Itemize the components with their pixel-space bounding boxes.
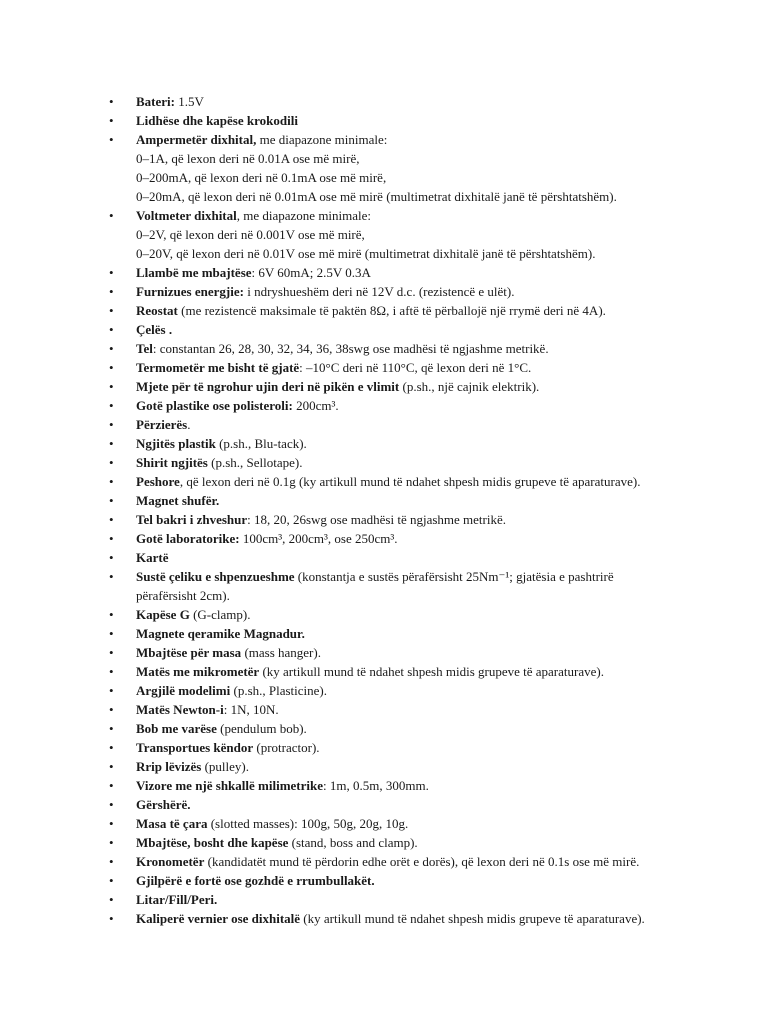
- item-term: Matës me mikrometër: [136, 664, 260, 679]
- list-item-line: [136, 909, 728, 928]
- list-item: [109, 472, 728, 491]
- item-term: Litar/Fill/Peri.: [136, 892, 218, 907]
- bullet-icon: •: [109, 265, 114, 280]
- item-detail: (ky artikull mund të ndahet shpesh midis grupeve të aparaturave).: [259, 664, 604, 679]
- list-item-line: [136, 282, 728, 301]
- item-detail: 1.5V: [174, 94, 204, 109]
- item-term: Kartë: [136, 550, 169, 565]
- bullet-icon: •: [109, 94, 114, 109]
- list-item-line: [136, 605, 728, 624]
- list-item: [109, 643, 728, 662]
- list-item: [109, 282, 728, 301]
- list-item-line: [136, 662, 728, 681]
- bullet-icon: •: [109, 113, 114, 128]
- bullet-icon: •: [109, 854, 114, 869]
- bullet-icon: •: [109, 911, 114, 926]
- item-term: Bob me varëse: [136, 721, 217, 736]
- list-item-line: [136, 415, 728, 434]
- list-item: [109, 415, 728, 434]
- list-item-line: [136, 852, 728, 871]
- bullet-icon: •: [109, 303, 114, 318]
- item-term: Sustë çeliku e shpenzueshme: [136, 569, 295, 584]
- item-detail: i ndryshueshëm deri në 12V d.c. (rezistencë e ulët).: [243, 284, 515, 299]
- list-item: [109, 434, 728, 453]
- item-detail: (kandidatët mund të përdorin edhe orët e dorës), që lexon deri në 0.1s ose më mirë.: [204, 854, 640, 869]
- list-item: [109, 700, 728, 719]
- item-term: Kaliperë vernier ose dixhitalë: [136, 911, 301, 926]
- item-detail: : constantan 26, 28, 30, 32, 34, 36, 38swg ose madhësi të ngjashme metrikë.: [152, 341, 549, 356]
- item-detail: : 18, 20, 26swg ose madhësi të ngjashme metrikë.: [247, 512, 506, 527]
- list-item: [109, 301, 728, 320]
- item-detail: (ky artikull mund të ndahet shpesh midis grupeve të aparaturave).: [300, 911, 645, 926]
- list-item-line: [136, 377, 728, 396]
- list-item: [109, 358, 728, 377]
- bullet-icon: •: [109, 835, 114, 850]
- list-item: [109, 871, 728, 890]
- bullet-icon: •: [109, 721, 114, 736]
- item-detail: : 6V 60mA; 2.5V 0.3A: [251, 265, 371, 280]
- bullet-icon: •: [109, 645, 114, 660]
- bullet-icon: •: [109, 759, 114, 774]
- item-term: Termometër me bisht të gjatë: [136, 360, 300, 375]
- list-item: [109, 529, 728, 548]
- item-detail: 0–20mA, që lexon deri në 0.01mA ose më mirë (multimetrat dixhitalë janë të përshtatshëm).: [136, 189, 617, 204]
- list-item-line: [136, 719, 728, 738]
- item-detail: : 1m, 0.5m, 300mm.: [323, 778, 429, 793]
- bullet-icon: •: [109, 455, 114, 470]
- bullet-icon: •: [109, 284, 114, 299]
- bullet-icon: •: [109, 322, 114, 337]
- item-detail: 200cm³.: [292, 398, 339, 413]
- bullet-icon: •: [109, 493, 114, 508]
- list-item: [109, 833, 728, 852]
- list-item: [109, 206, 728, 263]
- bullet-icon: •: [109, 398, 114, 413]
- list-item-line: [136, 548, 728, 567]
- item-term: Reostat: [136, 303, 178, 318]
- list-item-line: [136, 491, 728, 510]
- item-detail: (pendulum bob).: [216, 721, 307, 736]
- item-term: Gotë laboratorike:: [136, 531, 240, 546]
- list-item: [109, 795, 728, 814]
- list-item-line: [136, 757, 728, 776]
- item-detail: (G-clamp).: [189, 607, 251, 622]
- item-term: Furnizues energjie:: [136, 284, 244, 299]
- item-detail: (slotted masses): 100g, 50g, 20g, 10g.: [207, 816, 409, 831]
- list-item-line: [136, 738, 728, 757]
- bullet-icon: •: [109, 873, 114, 888]
- bullet-icon: •: [109, 360, 114, 375]
- item-term: Bateri:: [136, 94, 175, 109]
- bullet-icon: •: [109, 702, 114, 717]
- item-detail: (protractor).: [253, 740, 320, 755]
- bullet-icon: •: [109, 664, 114, 679]
- list-item: [109, 624, 728, 643]
- list-item-line: [136, 453, 728, 472]
- list-item-line: [136, 244, 728, 263]
- list-item-line: [136, 225, 728, 244]
- list-item: [109, 339, 728, 358]
- list-item: [109, 890, 728, 909]
- list-item-line: [136, 92, 728, 111]
- list-item: [109, 377, 728, 396]
- list-item-line: [136, 833, 728, 852]
- bullet-icon: •: [109, 341, 114, 356]
- list-item-line: [136, 567, 728, 586]
- item-detail: 100cm³, 200cm³, ose 250cm³.: [239, 531, 398, 546]
- item-term: Lidhëse dhe kapëse krokodili: [136, 113, 298, 128]
- list-item: [109, 396, 728, 415]
- list-item: [109, 92, 728, 111]
- bullet-icon: •: [109, 132, 114, 147]
- item-term: Peshore: [136, 474, 180, 489]
- list-item: [109, 909, 728, 928]
- list-item-line: [136, 472, 728, 491]
- list-item-line: [136, 130, 728, 149]
- list-item: [109, 510, 728, 529]
- item-term: Rrip lëvizës: [136, 759, 202, 774]
- list-item-line: [136, 301, 728, 320]
- list-item: [109, 719, 728, 738]
- item-detail: : –10°C deri në 110°C, që lexon deri në 1°C.: [299, 360, 532, 375]
- item-detail: (pulley).: [201, 759, 249, 774]
- item-detail: 0–20V, që lexon deri në 0.01V ose më mirë (multimetrat dixhitalë janë të përshtatshëm).: [136, 246, 596, 261]
- bullet-icon: •: [109, 379, 114, 394]
- list-item-line: [136, 320, 728, 339]
- item-term: Tel: [136, 341, 153, 356]
- list-item-line: [136, 168, 728, 187]
- bullet-icon: •: [109, 816, 114, 831]
- item-term: Tel bakri i zhveshur: [136, 512, 248, 527]
- list-item-line: [136, 700, 728, 719]
- item-detail: (stand, boss and clamp).: [288, 835, 418, 850]
- list-item: [109, 662, 728, 681]
- list-item-line: [136, 586, 728, 605]
- bullet-icon: •: [109, 569, 114, 584]
- list-item-line: [136, 263, 728, 282]
- list-item-line: [136, 890, 728, 909]
- list-item: [109, 567, 728, 605]
- item-term: Llambë me mbajtëse: [136, 265, 252, 280]
- list-item: [109, 814, 728, 833]
- bullet-icon: •: [109, 626, 114, 641]
- item-detail: (p.sh., Sellotape).: [207, 455, 303, 470]
- item-term: Mbajtëse për masa: [136, 645, 242, 660]
- item-term: Përzierës: [136, 417, 188, 432]
- list-item: [109, 548, 728, 567]
- item-term: Ngjitës plastik: [136, 436, 216, 451]
- bullet-icon: •: [109, 474, 114, 489]
- list-item-line: [136, 111, 728, 130]
- list-item-line: [136, 776, 728, 795]
- list-item-line: [136, 529, 728, 548]
- item-term: Vizore me një shkallë milimetrike: [136, 778, 324, 793]
- item-term: Magnete qeramike Magnadur.: [136, 626, 305, 641]
- list-item-line: [136, 358, 728, 377]
- list-item-line: [136, 434, 728, 453]
- list-item-line: [136, 396, 728, 415]
- list-item-line: [136, 624, 728, 643]
- list-item: [109, 130, 728, 206]
- item-detail: (me rezistencë maksimale të paktën 8Ω, i aftë të përballojë një rrymë deri në 4A).: [177, 303, 606, 318]
- list-item-line: [136, 206, 728, 225]
- item-detail: (mass hanger).: [241, 645, 321, 660]
- item-detail: (p.sh., Plasticine).: [230, 683, 327, 698]
- item-detail: (p.sh., një cajnik elektrik).: [399, 379, 540, 394]
- bullet-icon: •: [109, 778, 114, 793]
- list-item-line: [136, 871, 728, 890]
- item-detail: .: [187, 417, 191, 432]
- bullet-icon: •: [109, 607, 114, 622]
- item-term: Argjilë modelimi: [136, 683, 231, 698]
- list-item: [109, 320, 728, 339]
- bullet-icon: •: [109, 512, 114, 527]
- item-term: Gërshërë.: [136, 797, 191, 812]
- item-term: Voltmeter dixhital: [136, 208, 237, 223]
- list-item: [109, 757, 728, 776]
- list-item: [109, 852, 728, 871]
- item-term: Masa të çara: [136, 816, 208, 831]
- list-item: [109, 453, 728, 472]
- item-term: Gjilpërë e fortë ose gozhdë e rrumbullakët.: [136, 873, 375, 888]
- list-item-line: [136, 681, 728, 700]
- item-term: Mbajtëse, bosht dhe kapëse: [136, 835, 289, 850]
- list-item: [109, 111, 728, 130]
- list-item: [109, 605, 728, 624]
- item-detail: : 1N, 10N.: [223, 702, 279, 717]
- list-item: [109, 738, 728, 757]
- list-item-line: [136, 795, 728, 814]
- list-item: [109, 776, 728, 795]
- item-detail: 0–2V, që lexon deri në 0.001V ose më mirë,: [136, 227, 365, 242]
- item-term: Kapëse G: [136, 607, 190, 622]
- bullet-icon: •: [109, 531, 114, 546]
- item-term: Kronometër: [136, 854, 205, 869]
- bullet-icon: •: [109, 550, 114, 565]
- list-item: [109, 681, 728, 700]
- item-term: Matës Newton-i: [136, 702, 224, 717]
- list-item-line: [136, 149, 728, 168]
- list-item: [109, 491, 728, 510]
- equipment-list: [109, 92, 728, 928]
- item-detail: me diapazone minimale:: [256, 132, 388, 147]
- bullet-icon: •: [109, 208, 114, 223]
- bullet-icon: •: [109, 892, 114, 907]
- item-term: Magnet shufër.: [136, 493, 220, 508]
- bullet-icon: •: [109, 797, 114, 812]
- item-term: Gotë plastike ose polisteroli:: [136, 398, 293, 413]
- list-item-line: [136, 339, 728, 358]
- item-term: Transportues këndor: [136, 740, 254, 755]
- list-item-line: [136, 814, 728, 833]
- bullet-icon: •: [109, 417, 114, 432]
- bullet-icon: •: [109, 683, 114, 698]
- bullet-icon: •: [109, 436, 114, 451]
- list-item-line: [136, 643, 728, 662]
- item-term: Ampermetër dixhital,: [136, 132, 257, 147]
- bullet-icon: •: [109, 740, 114, 755]
- item-detail: përafërsisht 2cm).: [136, 588, 230, 603]
- item-term: Shirit ngjitës: [136, 455, 208, 470]
- item-term: Mjete për të ngrohur ujin deri në pikën e vlimit: [136, 379, 400, 394]
- list-item: [109, 263, 728, 282]
- list-item-line: [136, 510, 728, 529]
- item-term: Çelës .: [136, 322, 173, 337]
- item-detail: , që lexon deri në 0.1g (ky artikull mund të ndahet shpesh midis grupeve të aparaturave).: [179, 474, 641, 489]
- item-detail: 0–1A, që lexon deri në 0.01A ose më mirë,: [136, 151, 360, 166]
- list-item-line: [136, 187, 728, 206]
- item-detail: (p.sh., Blu-tack).: [215, 436, 307, 451]
- item-detail: 0–200mA, që lexon deri në 0.1mA ose më mirë,: [136, 170, 387, 185]
- item-detail: , me diapazone minimale:: [236, 208, 372, 223]
- item-detail: (konstantja e sustës përafërsisht 25Nm⁻¹; gjatësia e pashtrirë: [294, 569, 614, 584]
